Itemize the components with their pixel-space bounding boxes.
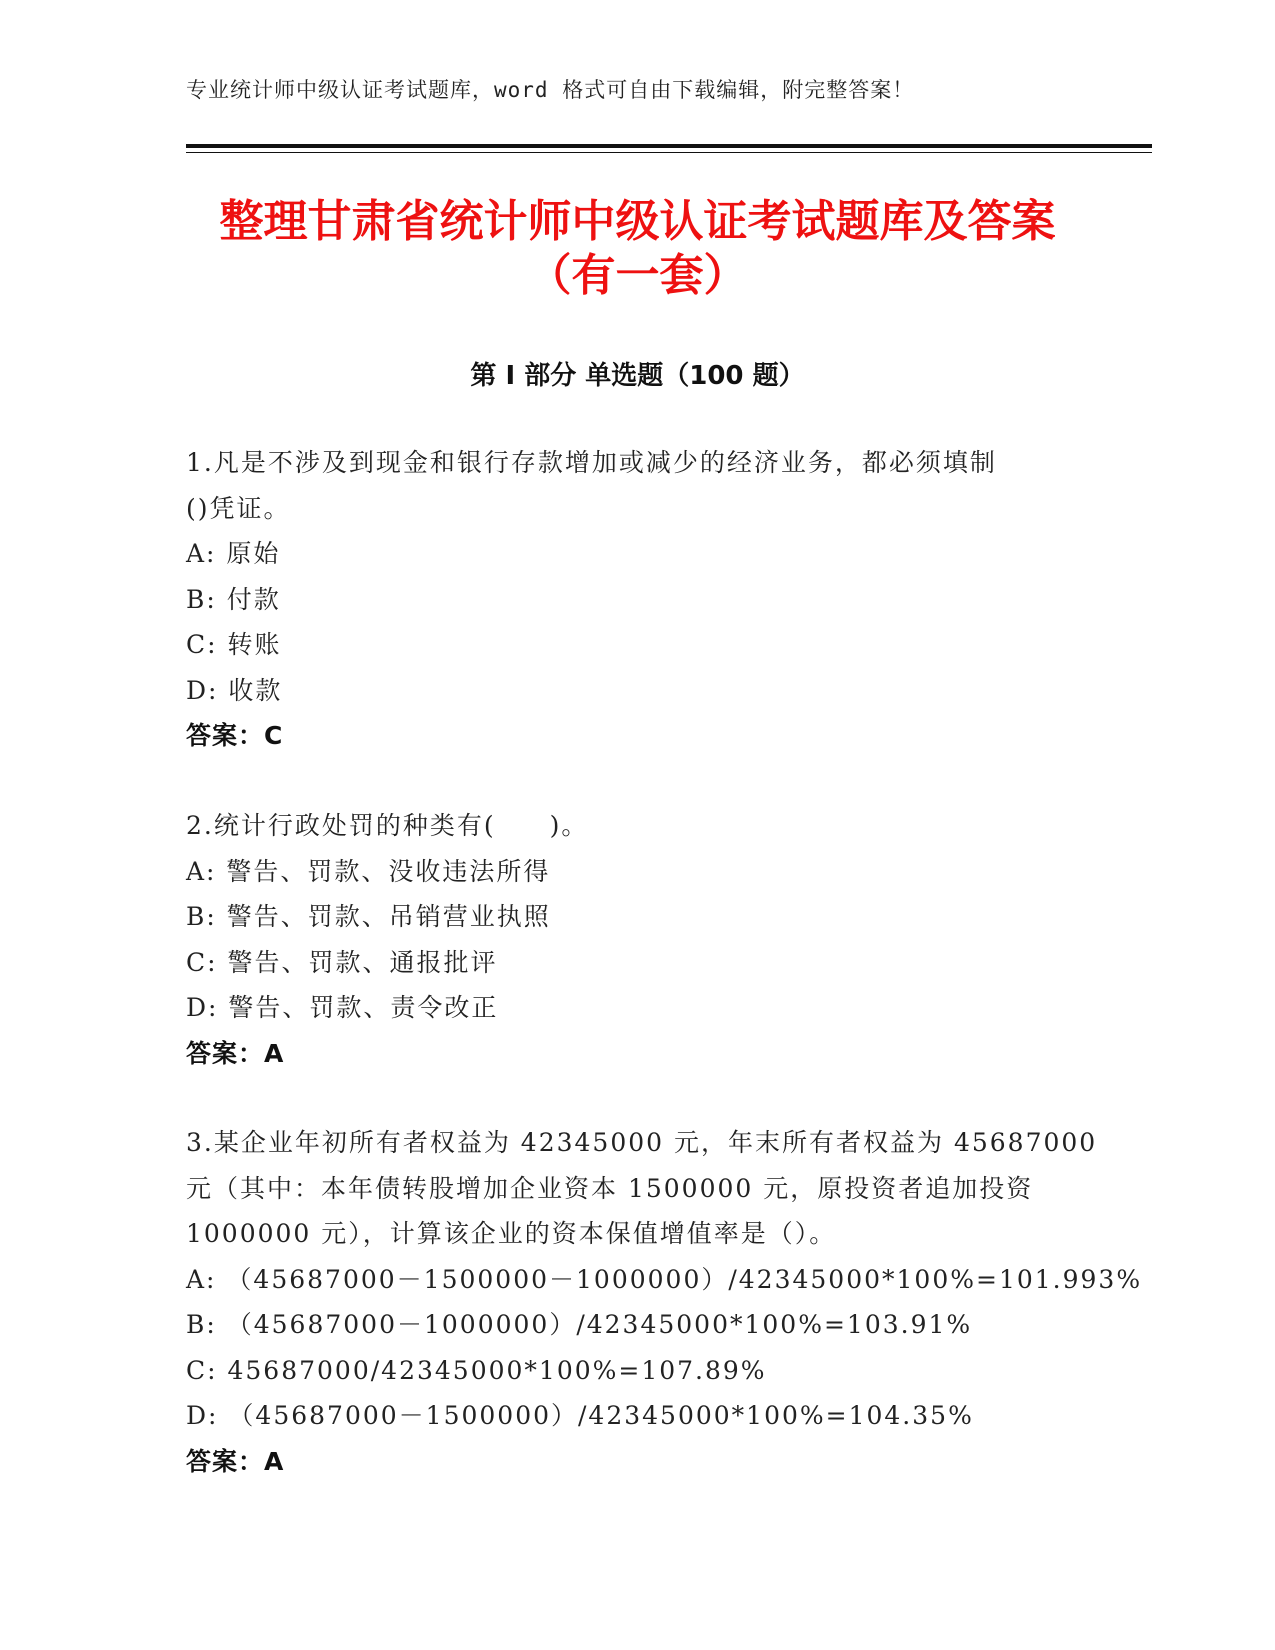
answer-label: 答案：A <box>186 1038 285 1068</box>
answer-label: 答案：A <box>186 1446 285 1476</box>
question-stem-line: 2.统计行政处罚的种类有( )。 <box>186 811 589 840</box>
header-rule-thin <box>186 152 1152 153</box>
question-stem-line: ()凭证。 <box>186 493 291 523</box>
option-a: A: 原始 <box>186 539 281 568</box>
section-heading: 第 I 部分 单选题（100 题） <box>470 361 805 391</box>
option-d: D: （45687000－1500000）/42345000*100%=104.35% <box>186 1401 974 1430</box>
question-stem-line: 1.凡是不涉及到现金和银行存款增加或减少的经济业务，都必须填制 <box>186 448 997 477</box>
answer-label: 答案：C <box>186 721 284 750</box>
document-title <box>186 195 1089 303</box>
question-2 <box>186 803 1086 1076</box>
option-c: C: 转账 <box>186 630 282 659</box>
document-title-line1: 整理甘肃省统计师中级认证考试题库及答案 <box>219 196 1056 247</box>
option-a: A: 警告、罚款、没收违法所得 <box>186 856 551 886</box>
option-a: A: （45687000－1500000－1000000）/42345000*100%=101.993% <box>186 1264 1143 1294</box>
header-note: 专业统计师中级认证考试题库，word 格式可自由下载编辑，附完整答案！ <box>186 78 915 102</box>
question-1 <box>186 440 1086 759</box>
header-rule-thick <box>186 144 1152 148</box>
question-3 <box>186 1120 1143 1484</box>
option-b: B: （45687000－1000000）/42345000*100%=103.91% <box>186 1310 973 1339</box>
question-stem-line: 3.某企业年初所有者权益为 42345000 元，年末所有者权益为 45687000 <box>186 1128 1098 1157</box>
option-d: D: 收款 <box>186 675 283 705</box>
option-b: B: 警告、罚款、吊销营业执照 <box>186 902 551 931</box>
question-stem-line: 1000000 元），计算该企业的资本保值增值率是（）。 <box>186 1219 837 1248</box>
option-b: B: 付款 <box>186 584 281 614</box>
option-d: D: 警告、罚款、责令改正 <box>186 993 499 1022</box>
document-title-line2: （有一套） <box>527 250 748 301</box>
question-stem-line: 元（其中：本年债转股增加企业资本 1500000 元，原投资者追加投资 <box>186 1173 1034 1203</box>
option-c: C: 警告、罚款、通报批评 <box>186 947 498 977</box>
option-c: C: 45687000/42345000*100%=107.89% <box>186 1355 767 1385</box>
